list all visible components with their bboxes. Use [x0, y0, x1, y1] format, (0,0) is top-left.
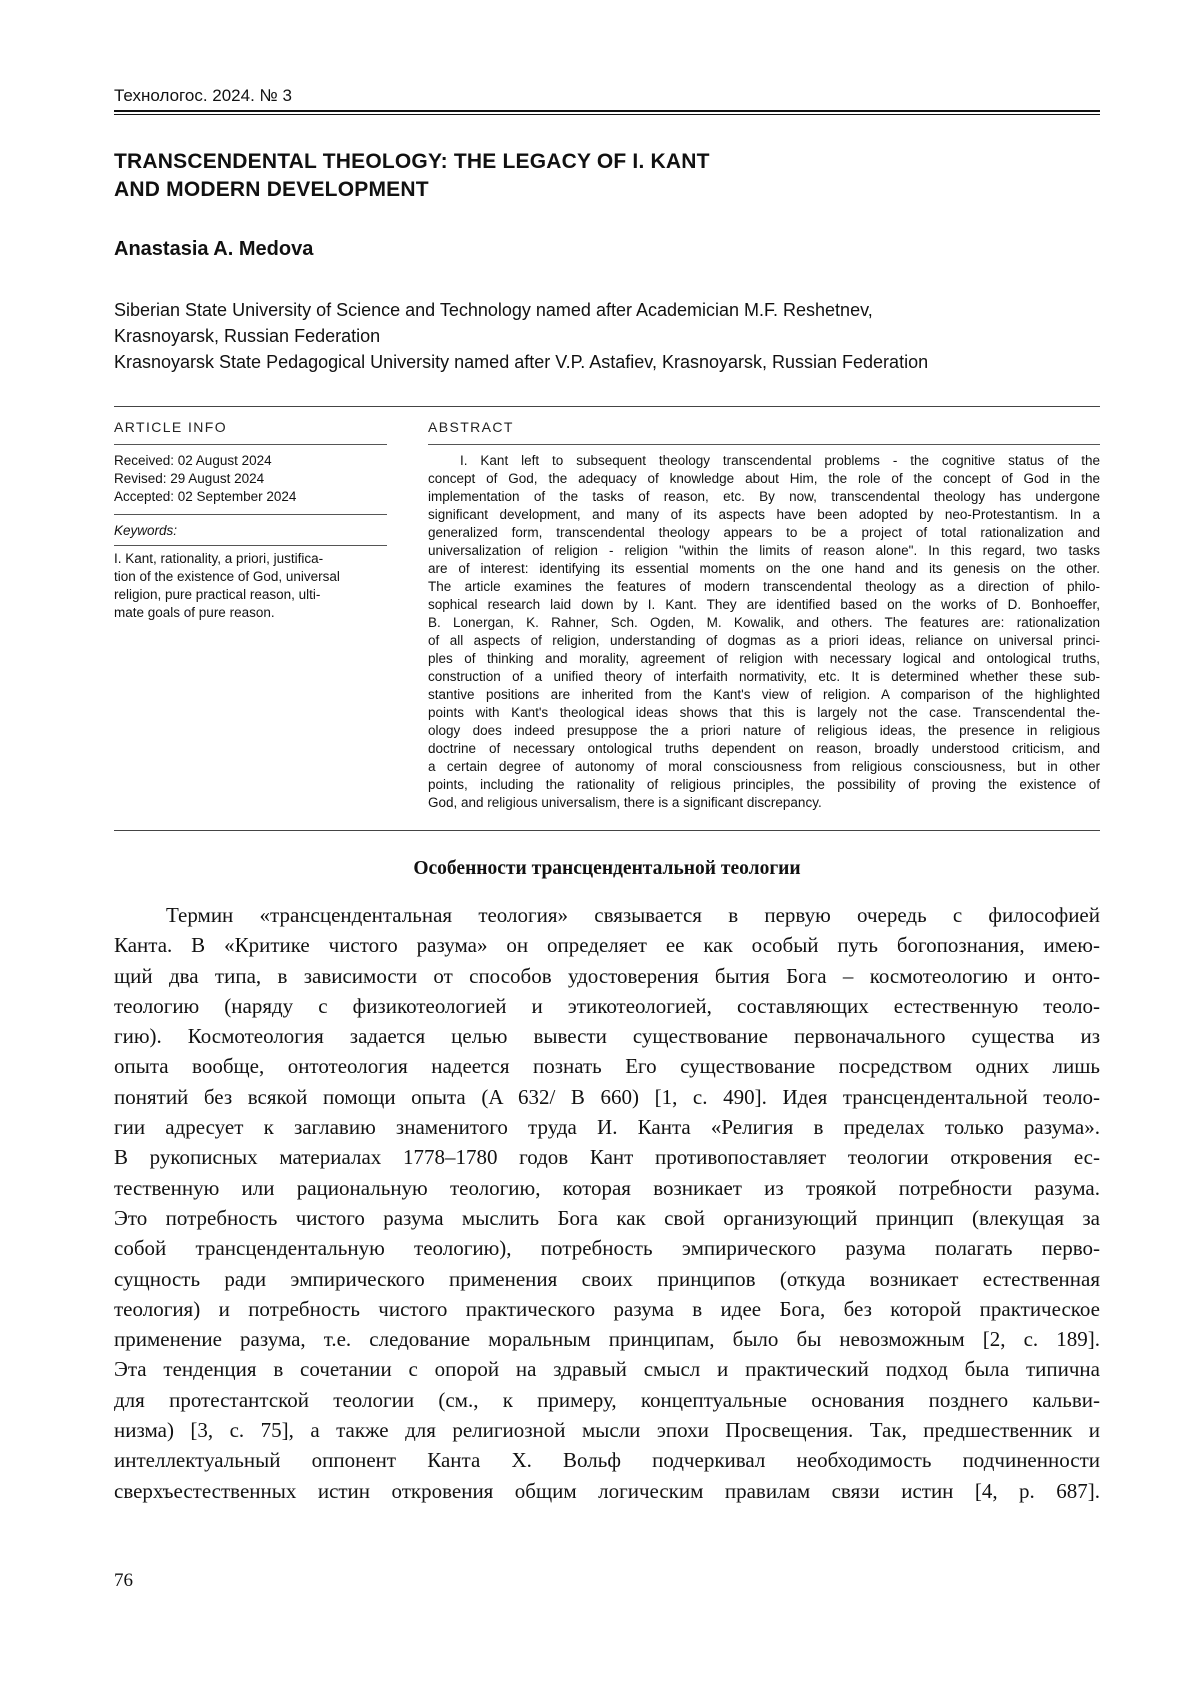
keywords-line: I. Kant, rationality, a priori, justifica- [114, 551, 324, 566]
journal-header: Технологос. 2024. № 3 [114, 86, 292, 105]
paper-page [114, 0, 1100, 1698]
abstract-line: significant development, and many of its aspects have been adopted by neo-Protestantism. In a [428, 507, 1100, 522]
body-line: собой трансцендентальную теологию), потребность эмпирического разума полагать перво- [114, 1236, 1100, 1261]
title-line: TRANSCENDENTAL THEOLOGY: THE LEGACY OF I. KANT [114, 150, 710, 173]
info-rule [114, 545, 387, 546]
body-line: щий два типа, в зависимости от способов удостоверения бытия Бога – космотеологию и онто- [114, 963, 1100, 988]
abstract [428, 418, 1100, 812]
keywords-line: mate goals of pure reason. [114, 605, 275, 620]
abstract-line: sophical research laid down by I. Kant. They are identified based on the works of D. Bonhoeffer, [428, 597, 1100, 612]
keywords-line: religion, pure practical reason, ulti- [114, 587, 321, 602]
body-line: сущность ради эмпирического применения своих принципов (откуда возникает естественная [114, 1266, 1100, 1291]
section-divider [114, 406, 1100, 407]
body-line: Это потребность чистого разума мыслить Бога как свой организующий принцип (влекущая за [114, 1205, 1100, 1230]
abstract-line: construction of a unified theory of interfaith normativity, etc. It is determined whether these sub- [428, 669, 1100, 684]
keywords-heading: Keywords: [114, 523, 178, 538]
abstract-line: stantive positions are inherited from the Kant's view of religion. A comparison of the highlighted [428, 687, 1100, 702]
header-rule-thick [114, 110, 1100, 112]
body-line: применение разума, т.е. следование моральным принципам, было бы невозможным [2, с. 189]. [114, 1327, 1100, 1352]
abstract-line: B. Lonergan, K. Rahner, Sch. Ogden, M. Kowalik, and others. The features are: rationalization [428, 615, 1100, 630]
body-line: понятий без всякой помощи опыта (A 632/ B 660) [1, с. 490]. Идея трансцендентальной теоло- [114, 1084, 1100, 1109]
affiliation-line: Krasnoyarsk, Russian Federation [114, 326, 381, 346]
affiliation-line: Siberian State University of Science and Technology named after Academician M.F. Reshetnev, [114, 300, 873, 320]
abstract-line: are of interest: identifying its essential moments on the one hand and its genesis on the other. [428, 561, 1100, 576]
keywords-list [114, 550, 387, 622]
accepted-date: Accepted: 02 September 2024 [114, 489, 297, 504]
body-line: гии адресует к заглавию знаменитого труда И. Канта «Религия в пределах только разума». [114, 1115, 1100, 1140]
body-line: низма) [3, с. 75], а также для религиозной мысли эпохи Просвещения. Так, предшественник и [114, 1418, 1100, 1443]
abstract-line: implementation of the tasks of reason, etc. By now, transcendental theology has undergone [428, 489, 1100, 504]
abstract-line: doctrine of necessary ontological truths dependent on reason, broadly understood criticism, and [428, 741, 1100, 756]
body-line: для протестантской теологии (см., к примеру, концептуальные основания позднего кальви- [114, 1387, 1100, 1412]
abstract-line: ples of thinking and morality, agreement of religion with necessary logical and ontological truths, [428, 651, 1100, 666]
body-line: В рукописных материалах 1778–1780 годов Кант противопоставляет теологии откровения ес- [114, 1145, 1100, 1170]
title-line: AND MODERN DEVELOPMENT [114, 178, 429, 201]
header-rule-thin [114, 114, 1100, 115]
body-text [114, 900, 1100, 1506]
article-info [114, 418, 387, 622]
author-name: Anastasia A. Medova [114, 238, 314, 260]
affiliation-line: Krasnoyarsk State Pedagogical University named after V.P. Astafiev, Krasnoyarsk, Russian Federation [114, 352, 929, 372]
abstract-line: a certain degree of autonomy of moral consciousness from religious consciousness, but in other [428, 759, 1100, 774]
body-line: теология) и потребность чистого практического разума в идее Бога, без которой практическое [114, 1296, 1100, 1321]
abstract-line: concept of God, the adequacy of knowledge about Him, the role of the concept of God in the [428, 471, 1100, 486]
received-date: Received: 02 August 2024 [114, 453, 272, 468]
abstract-line: I. Kant left to subsequent theology transcendental problems - the cognitive status of the [460, 453, 1100, 468]
abstract-line: generalized form, transcendental theology appears to be a project of total rationalization and [428, 525, 1100, 540]
abstract-line: ology does indeed presuppose the a priori nature of religious ideas, the presence in religious [428, 723, 1100, 738]
body-line: Канта. В «Критике чистого разума» он определяет ее как особый путь богопознания, имею- [114, 933, 1100, 958]
article-dates [114, 452, 387, 506]
info-rule [114, 514, 387, 515]
abstract-rule [428, 444, 1100, 445]
info-rule [114, 444, 387, 445]
abstract-text [428, 452, 1100, 812]
article-info-heading: ARTICLE INFO [114, 419, 228, 435]
section-heading: Особенности трансцендентальной теологии [413, 858, 801, 879]
abstract-line: The article examines the features of modern transcendental theology as a direction of philo- [428, 579, 1100, 594]
section-divider [114, 830, 1100, 831]
body-line: гию). Космотеология задается целью вывести существование первоначального существа из [114, 1024, 1100, 1049]
abstract-line: universalization of religion - religion "within the limits of reason alone". In this regard, two tasks [428, 543, 1100, 558]
abstract-line: of all aspects of religion, understanding of dogmas as a priori ideas, reliance on universal princi- [428, 633, 1100, 648]
body-line: теологию (наряду с физикотеологией и этикотеологией, составляющих естественную теоло- [114, 993, 1100, 1018]
keywords-line: tion of the existence of God, universal [114, 569, 340, 584]
body-line: интеллектуальный оппонент Канта Х. Вольф подчеркивал необходимость подчиненности [114, 1448, 1100, 1473]
body-line: тественную или рациональную теологию, которая возникает из троякой потребности разума. [114, 1175, 1100, 1200]
page-number: 76 [114, 1570, 133, 1591]
abstract-line: points with Kant's theological ideas shows that this is largely not the case. Transcendental the- [428, 705, 1100, 720]
abstract-line: God, and religious universalism, there is a significant discrepancy. [428, 795, 822, 810]
abstract-heading: ABSTRACT [428, 419, 514, 435]
body-line: сверхъестественных истин откровения общим логическим правилам связи истин [4, р. 687]. [114, 1478, 1100, 1503]
article-title [114, 148, 1100, 204]
abstract-line: points, including the rationality of religious principles, the possibility of proving the existence of [428, 777, 1100, 792]
body-line: Эта тенденция в сочетании с опорой на здравый смысл и практический подход была типична [114, 1357, 1100, 1382]
affiliations [114, 297, 1100, 375]
body-line: опыта вообще, онтотеология надеется познать Его существование посредством одних лишь [114, 1054, 1100, 1079]
body-line: Термин «трансцендентальная теология» связывается в первую очередь с философией [166, 903, 1100, 927]
revised-date: Revised: 29 August 2024 [114, 471, 265, 486]
